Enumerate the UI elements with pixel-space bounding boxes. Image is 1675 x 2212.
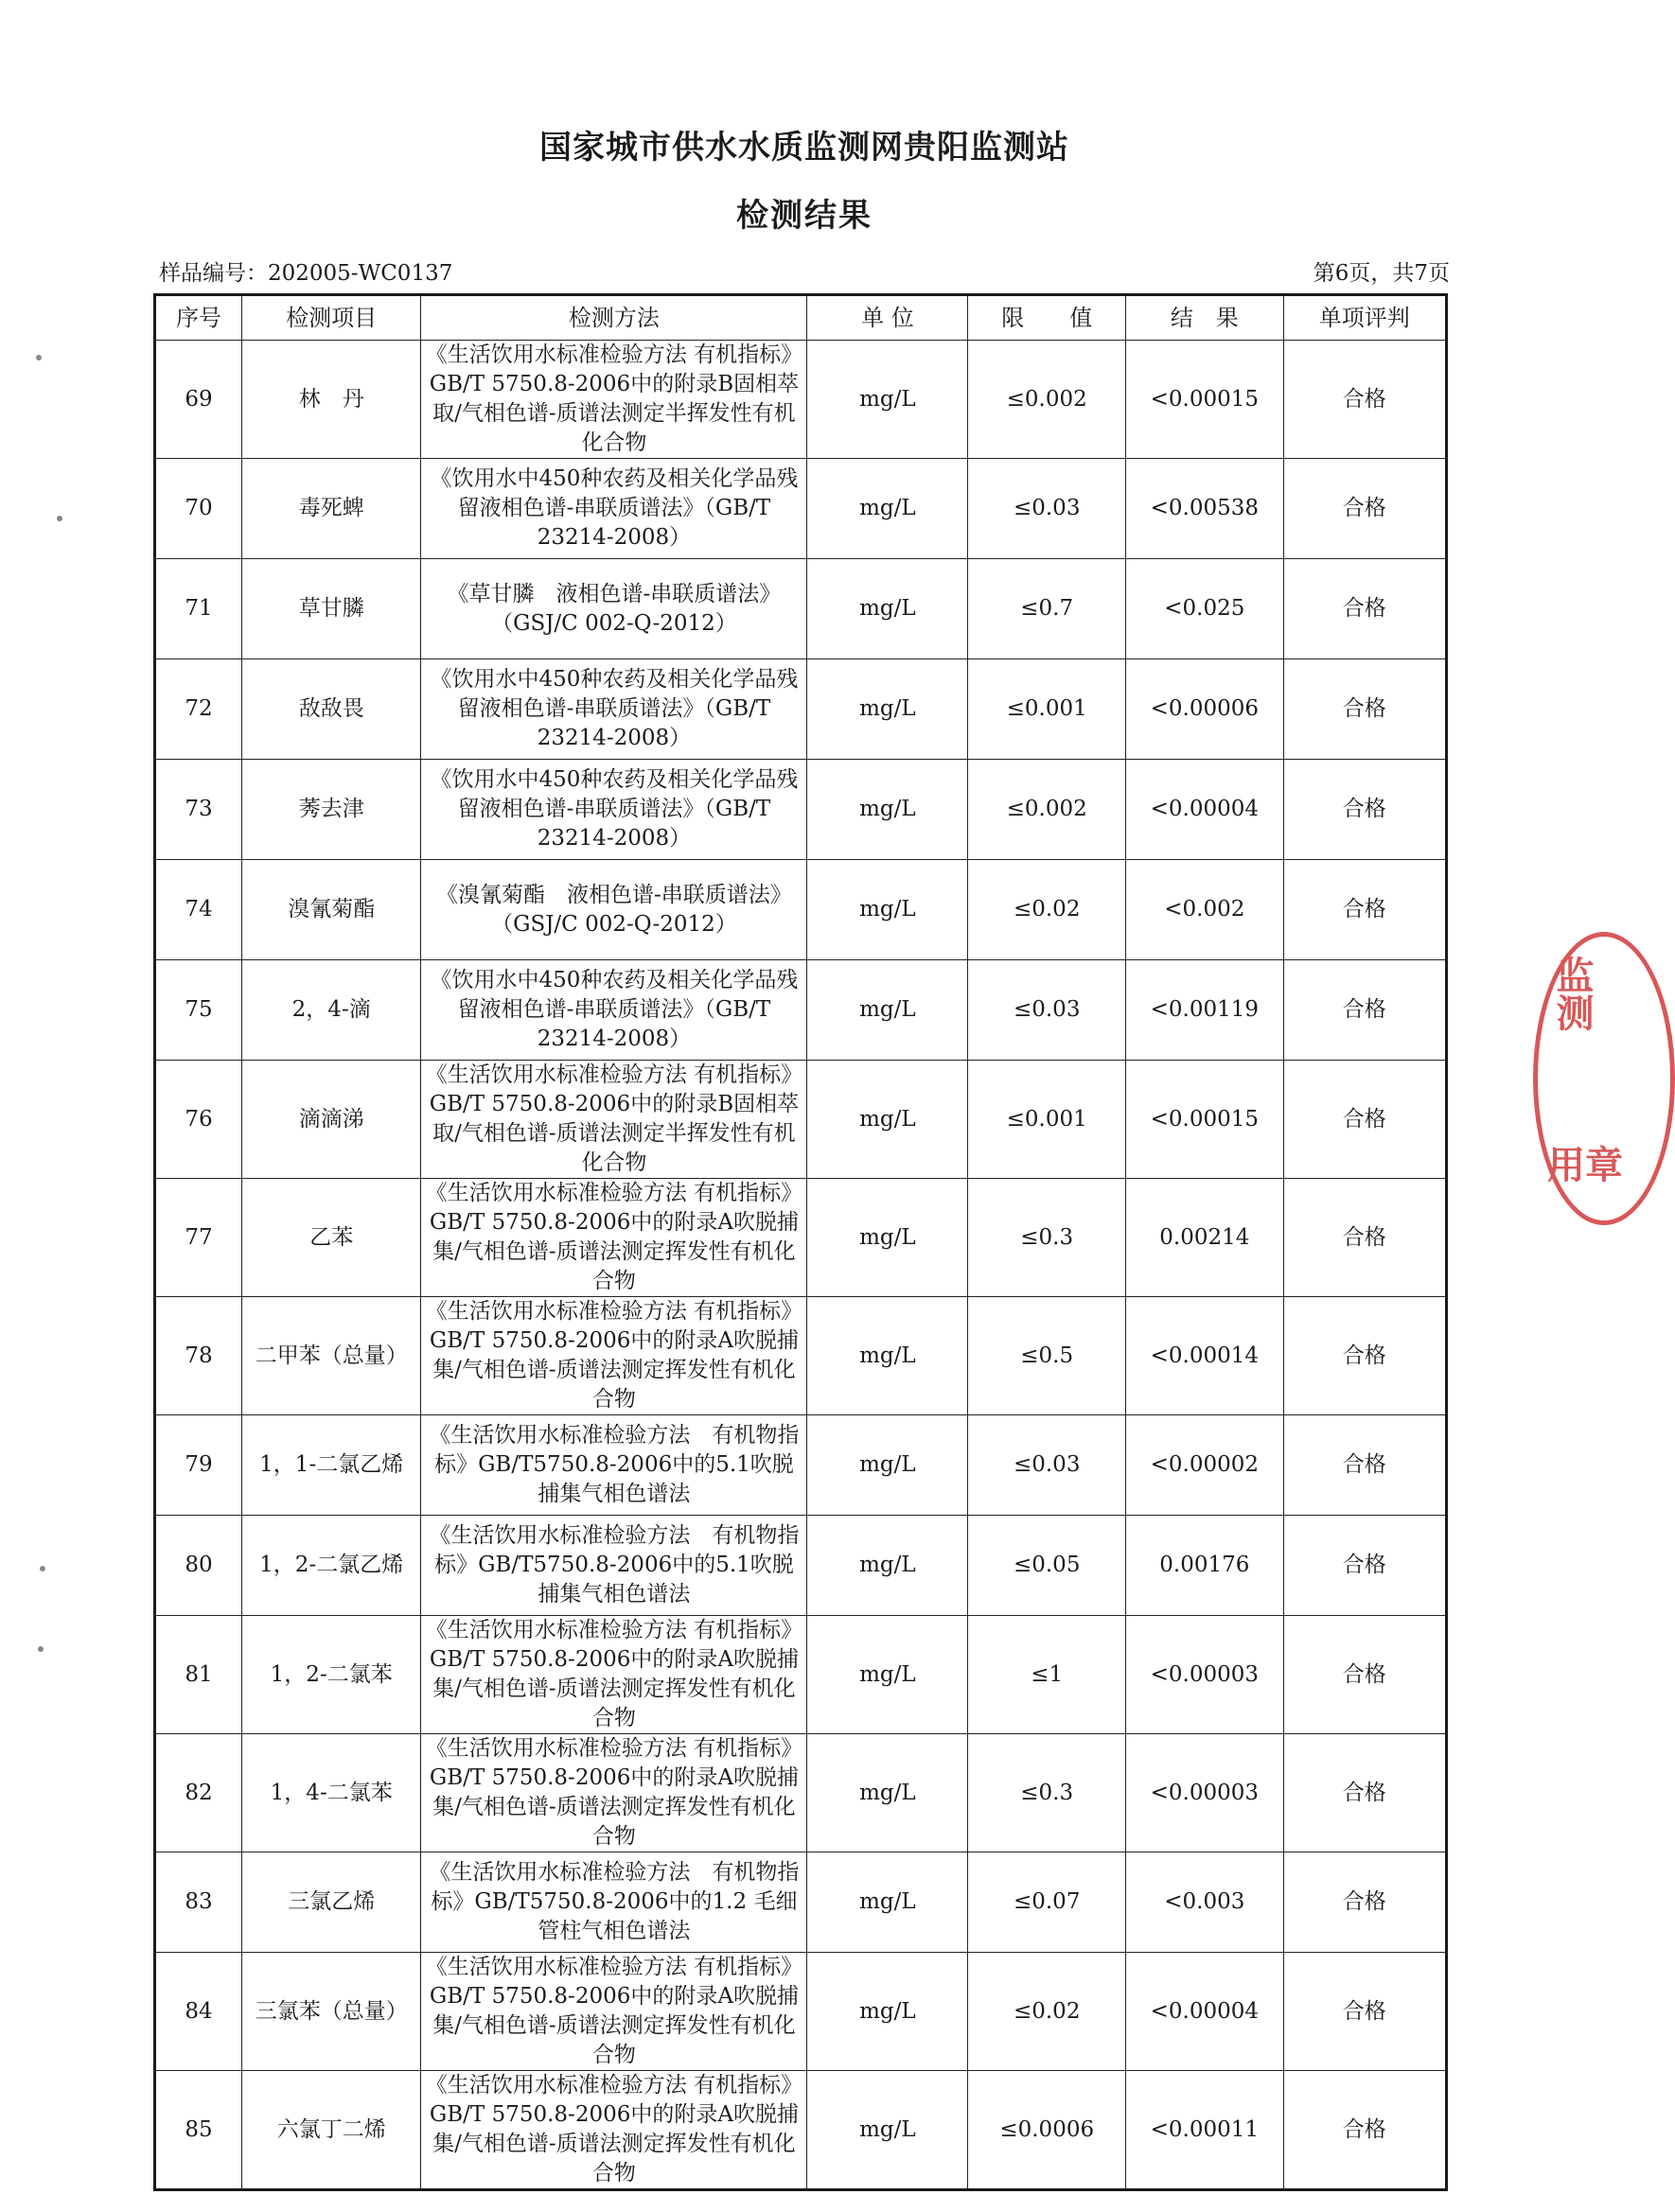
judgement: 合格 <box>1283 2071 1446 2190</box>
punch-mark <box>57 516 62 521</box>
table-row <box>155 559 1447 659</box>
row-number: 75 <box>155 960 242 1061</box>
unit: mg/L <box>807 1953 968 2071</box>
row-number: 84 <box>155 1953 242 2071</box>
unit: mg/L <box>807 341 968 459</box>
judgement: 合格 <box>1283 1297 1446 1415</box>
test-method: 《饮用水中450种农药及相关化学品残留液相色谱-串联质谱法》（GB/T 23214-2008） <box>421 459 807 559</box>
judgement: 合格 <box>1283 1061 1446 1179</box>
test-method: 《生活饮用水标准检验方法 有机指标》GB/T 5750.8-2006中的附录B固相萃取/气相色谱-质谱法测定半挥发性有机化合物 <box>421 1061 807 1179</box>
table-row <box>155 1734 1447 1852</box>
column-header: 序号 <box>155 295 242 341</box>
table-row <box>155 1516 1447 1616</box>
table-row <box>155 1179 1447 1297</box>
results-table <box>153 293 1448 2191</box>
test-method: 《饮用水中450种农药及相关化学品残留液相色谱-串联质谱法》（GB/T 23214-2008） <box>421 760 807 860</box>
test-method: 《饮用水中450种农药及相关化学品残留液相色谱-串联质谱法》（GB/T 23214-2008） <box>421 659 807 760</box>
test-method: 《生活饮用水标准检验方法 有机物指标》GB/T5750.8-2006中的5.1吹脱捕集气相色谱法 <box>421 1415 807 1516</box>
limit-value: ≤0.3 <box>968 1734 1126 1852</box>
judgement: 合格 <box>1283 1516 1446 1616</box>
limit-value: ≤0.05 <box>968 1516 1126 1616</box>
table-header-row <box>155 295 1447 341</box>
seal-text: 监测 <box>1550 956 1595 1031</box>
official-seal <box>1533 932 1675 1225</box>
column-header: 检测项目 <box>241 295 421 341</box>
judgement: 合格 <box>1283 960 1446 1061</box>
test-item: 1，2-二氯乙烯 <box>241 1516 421 1616</box>
row-number: 70 <box>155 459 242 559</box>
test-method: 《生活饮用水标准检验方法 有机指标》GB/T 5750.8-2006中的附录A吹脱捕集/气相色谱-质谱法测定挥发性有机化合物 <box>421 2071 807 2190</box>
unit: mg/L <box>807 1734 968 1852</box>
sample-number: 样品编号：202005-WC0137 <box>159 261 453 286</box>
punch-mark <box>36 355 42 360</box>
row-number: 72 <box>155 659 242 760</box>
result-value: <0.00015 <box>1126 341 1284 459</box>
page-number: 第6页，共7页 <box>1313 261 1450 286</box>
judgement: 合格 <box>1283 1616 1446 1734</box>
result-value: <0.00011 <box>1126 2071 1284 2190</box>
table-row <box>155 1061 1447 1179</box>
result-value: <0.00119 <box>1126 960 1284 1061</box>
column-header: 检测方法 <box>421 295 807 341</box>
judgement: 合格 <box>1283 559 1446 659</box>
row-number: 83 <box>155 1852 242 1953</box>
test-item: 敌敌畏 <box>241 659 421 760</box>
test-method: 《生活饮用水标准检验方法 有机指标》GB/T 5750.8-2006中的附录A吹脱捕集/气相色谱-质谱法测定挥发性有机化合物 <box>421 1734 807 1852</box>
test-method: 《生活饮用水标准检验方法 有机指标》GB/T 5750.8-2006中的附录A吹脱捕集/气相色谱-质谱法测定挥发性有机化合物 <box>421 1179 807 1297</box>
result-value: <0.00004 <box>1126 1953 1284 2071</box>
judgement: 合格 <box>1283 1734 1446 1852</box>
unit: mg/L <box>807 1297 968 1415</box>
test-item: 乙苯 <box>241 1179 421 1297</box>
limit-value: ≤0.002 <box>968 760 1126 860</box>
test-item: 毒死蜱 <box>241 459 421 559</box>
test-item: 六氯丁二烯 <box>241 2071 421 2190</box>
test-item: 1，2-二氯苯 <box>241 1616 421 1734</box>
limit-value: ≤0.03 <box>968 960 1126 1061</box>
unit: mg/L <box>807 1852 968 1953</box>
result-value: <0.00014 <box>1126 1297 1284 1415</box>
result-value: <0.00015 <box>1126 1061 1284 1179</box>
test-item: 滴滴涕 <box>241 1061 421 1179</box>
limit-value: ≤0.5 <box>968 1297 1126 1415</box>
row-number: 73 <box>155 760 242 860</box>
row-number: 71 <box>155 559 242 659</box>
row-number: 74 <box>155 860 242 960</box>
test-method: 《生活饮用水标准检验方法 有机物指标》GB/T5750.8-2006中的1.2 毛细管柱气相色谱法 <box>421 1852 807 1953</box>
unit: mg/L <box>807 860 968 960</box>
result-value: <0.00006 <box>1126 659 1284 760</box>
judgement: 合格 <box>1283 659 1446 760</box>
unit: mg/L <box>807 659 968 760</box>
test-item: 二甲苯（总量） <box>241 1297 421 1415</box>
test-method: 《生活饮用水标准检验方法 有机指标》GB/T 5750.8-2006中的附录A吹脱捕集/气相色谱-质谱法测定挥发性有机化合物 <box>421 1297 807 1415</box>
limit-value: ≤0.03 <box>968 459 1126 559</box>
row-number: 80 <box>155 1516 242 1616</box>
table-row <box>155 1297 1447 1415</box>
limit-value: ≤0.002 <box>968 341 1126 459</box>
row-number: 81 <box>155 1616 242 1734</box>
test-method: 《饮用水中450种农药及相关化学品残留液相色谱-串联质谱法》（GB/T 23214-2008） <box>421 960 807 1061</box>
row-number: 85 <box>155 2071 242 2190</box>
test-item: 1，1-二氯乙烯 <box>241 1415 421 1516</box>
result-value: <0.00003 <box>1126 1734 1284 1852</box>
judgement: 合格 <box>1283 760 1446 860</box>
table-row <box>155 1953 1447 2071</box>
judgement: 合格 <box>1283 1415 1446 1516</box>
test-method: 《生活饮用水标准检验方法 有机指标》GB/T 5750.8-2006中的附录A吹脱捕集/气相色谱-质谱法测定挥发性有机化合物 <box>421 1616 807 1734</box>
result-value: <0.00003 <box>1126 1616 1284 1734</box>
test-method: 《生活饮用水标准检验方法 有机指标》GB/T 5750.8-2006中的附录B固相萃取/气相色谱-质谱法测定半挥发性有机化合物 <box>421 341 807 459</box>
result-value: 0.00214 <box>1126 1179 1284 1297</box>
test-item: 2，4-滴 <box>241 960 421 1061</box>
column-header: 结 果 <box>1126 295 1284 341</box>
column-header: 限 值 <box>968 295 1126 341</box>
test-method: 《生活饮用水标准检验方法 有机物指标》GB/T5750.8-2006中的5.1吹脱捕集气相色谱法 <box>421 1516 807 1616</box>
limit-value: ≤0.001 <box>968 1061 1126 1179</box>
result-value: 0.00176 <box>1126 1516 1284 1616</box>
judgement: 合格 <box>1283 459 1446 559</box>
result-value: <0.00538 <box>1126 459 1284 559</box>
test-method: 《生活饮用水标准检验方法 有机指标》GB/T 5750.8-2006中的附录A吹脱捕集/气相色谱-质谱法测定挥发性有机化合物 <box>421 1953 807 2071</box>
punch-mark <box>38 1646 44 1652</box>
table-row <box>155 341 1447 459</box>
row-number: 77 <box>155 1179 242 1297</box>
table-body <box>155 341 1447 2190</box>
test-item: 莠去津 <box>241 760 421 860</box>
table-row <box>155 1415 1447 1516</box>
report-title: 国家城市供水水质监测网贵阳监测站 <box>539 129 1069 167</box>
judgement: 合格 <box>1283 1852 1446 1953</box>
unit: mg/L <box>807 559 968 659</box>
seal-text: 用章 <box>1547 1143 1623 1187</box>
unit: mg/L <box>807 760 968 860</box>
unit: mg/L <box>807 1616 968 1734</box>
limit-value: ≤0.7 <box>968 559 1126 659</box>
unit: mg/L <box>807 1415 968 1516</box>
limit-value: ≤0.0006 <box>968 2071 1126 2190</box>
limit-value: ≤0.02 <box>968 1953 1126 2071</box>
unit: mg/L <box>807 960 968 1061</box>
result-value: <0.003 <box>1126 1852 1284 1953</box>
row-number: 76 <box>155 1061 242 1179</box>
test-item: 溴氰菊酯 <box>241 860 421 960</box>
table-row <box>155 459 1447 559</box>
report-subtitle: 检测结果 <box>736 197 873 235</box>
unit: mg/L <box>807 459 968 559</box>
table-row <box>155 860 1447 960</box>
table-row <box>155 659 1447 760</box>
test-item: 草甘膦 <box>241 559 421 659</box>
test-item: 林 丹 <box>241 341 421 459</box>
test-item: 三氯乙烯 <box>241 1852 421 1953</box>
unit: mg/L <box>807 1179 968 1297</box>
column-header: 单项评判 <box>1283 295 1446 341</box>
judgement: 合格 <box>1283 341 1446 459</box>
punch-mark <box>40 1566 45 1571</box>
judgement: 合格 <box>1283 860 1446 960</box>
judgement: 合格 <box>1283 1953 1446 2071</box>
test-item: 1，4-二氯苯 <box>241 1734 421 1852</box>
judgement: 合格 <box>1283 1179 1446 1297</box>
limit-value: ≤0.03 <box>968 1415 1126 1516</box>
limit-value: ≤1 <box>968 1616 1126 1734</box>
row-number: 69 <box>155 341 242 459</box>
limit-value: ≤0.001 <box>968 659 1126 760</box>
table-row <box>155 760 1447 860</box>
test-item: 三氯苯（总量） <box>241 1953 421 2071</box>
table-row <box>155 2071 1447 2190</box>
result-value: <0.025 <box>1126 559 1284 659</box>
row-number: 79 <box>155 1415 242 1516</box>
test-method: 《草甘膦 液相色谱-串联质谱法》（GSJ/C 002-Q-2012） <box>421 559 807 659</box>
unit: mg/L <box>807 1061 968 1179</box>
test-method: 《溴氰菊酯 液相色谱-串联质谱法》（GSJ/C 002-Q-2012） <box>421 860 807 960</box>
unit: mg/L <box>807 1516 968 1616</box>
result-value: <0.00004 <box>1126 760 1284 860</box>
row-number: 82 <box>155 1734 242 1852</box>
limit-value: ≤0.3 <box>968 1179 1126 1297</box>
table-row <box>155 1616 1447 1734</box>
result-value: <0.00002 <box>1126 1415 1284 1516</box>
table-row <box>155 960 1447 1061</box>
result-value: <0.002 <box>1126 860 1284 960</box>
limit-value: ≤0.02 <box>968 860 1126 960</box>
row-number: 78 <box>155 1297 242 1415</box>
column-header: 单 位 <box>807 295 968 341</box>
table-row <box>155 1852 1447 1953</box>
unit: mg/L <box>807 2071 968 2190</box>
limit-value: ≤0.07 <box>968 1852 1126 1953</box>
